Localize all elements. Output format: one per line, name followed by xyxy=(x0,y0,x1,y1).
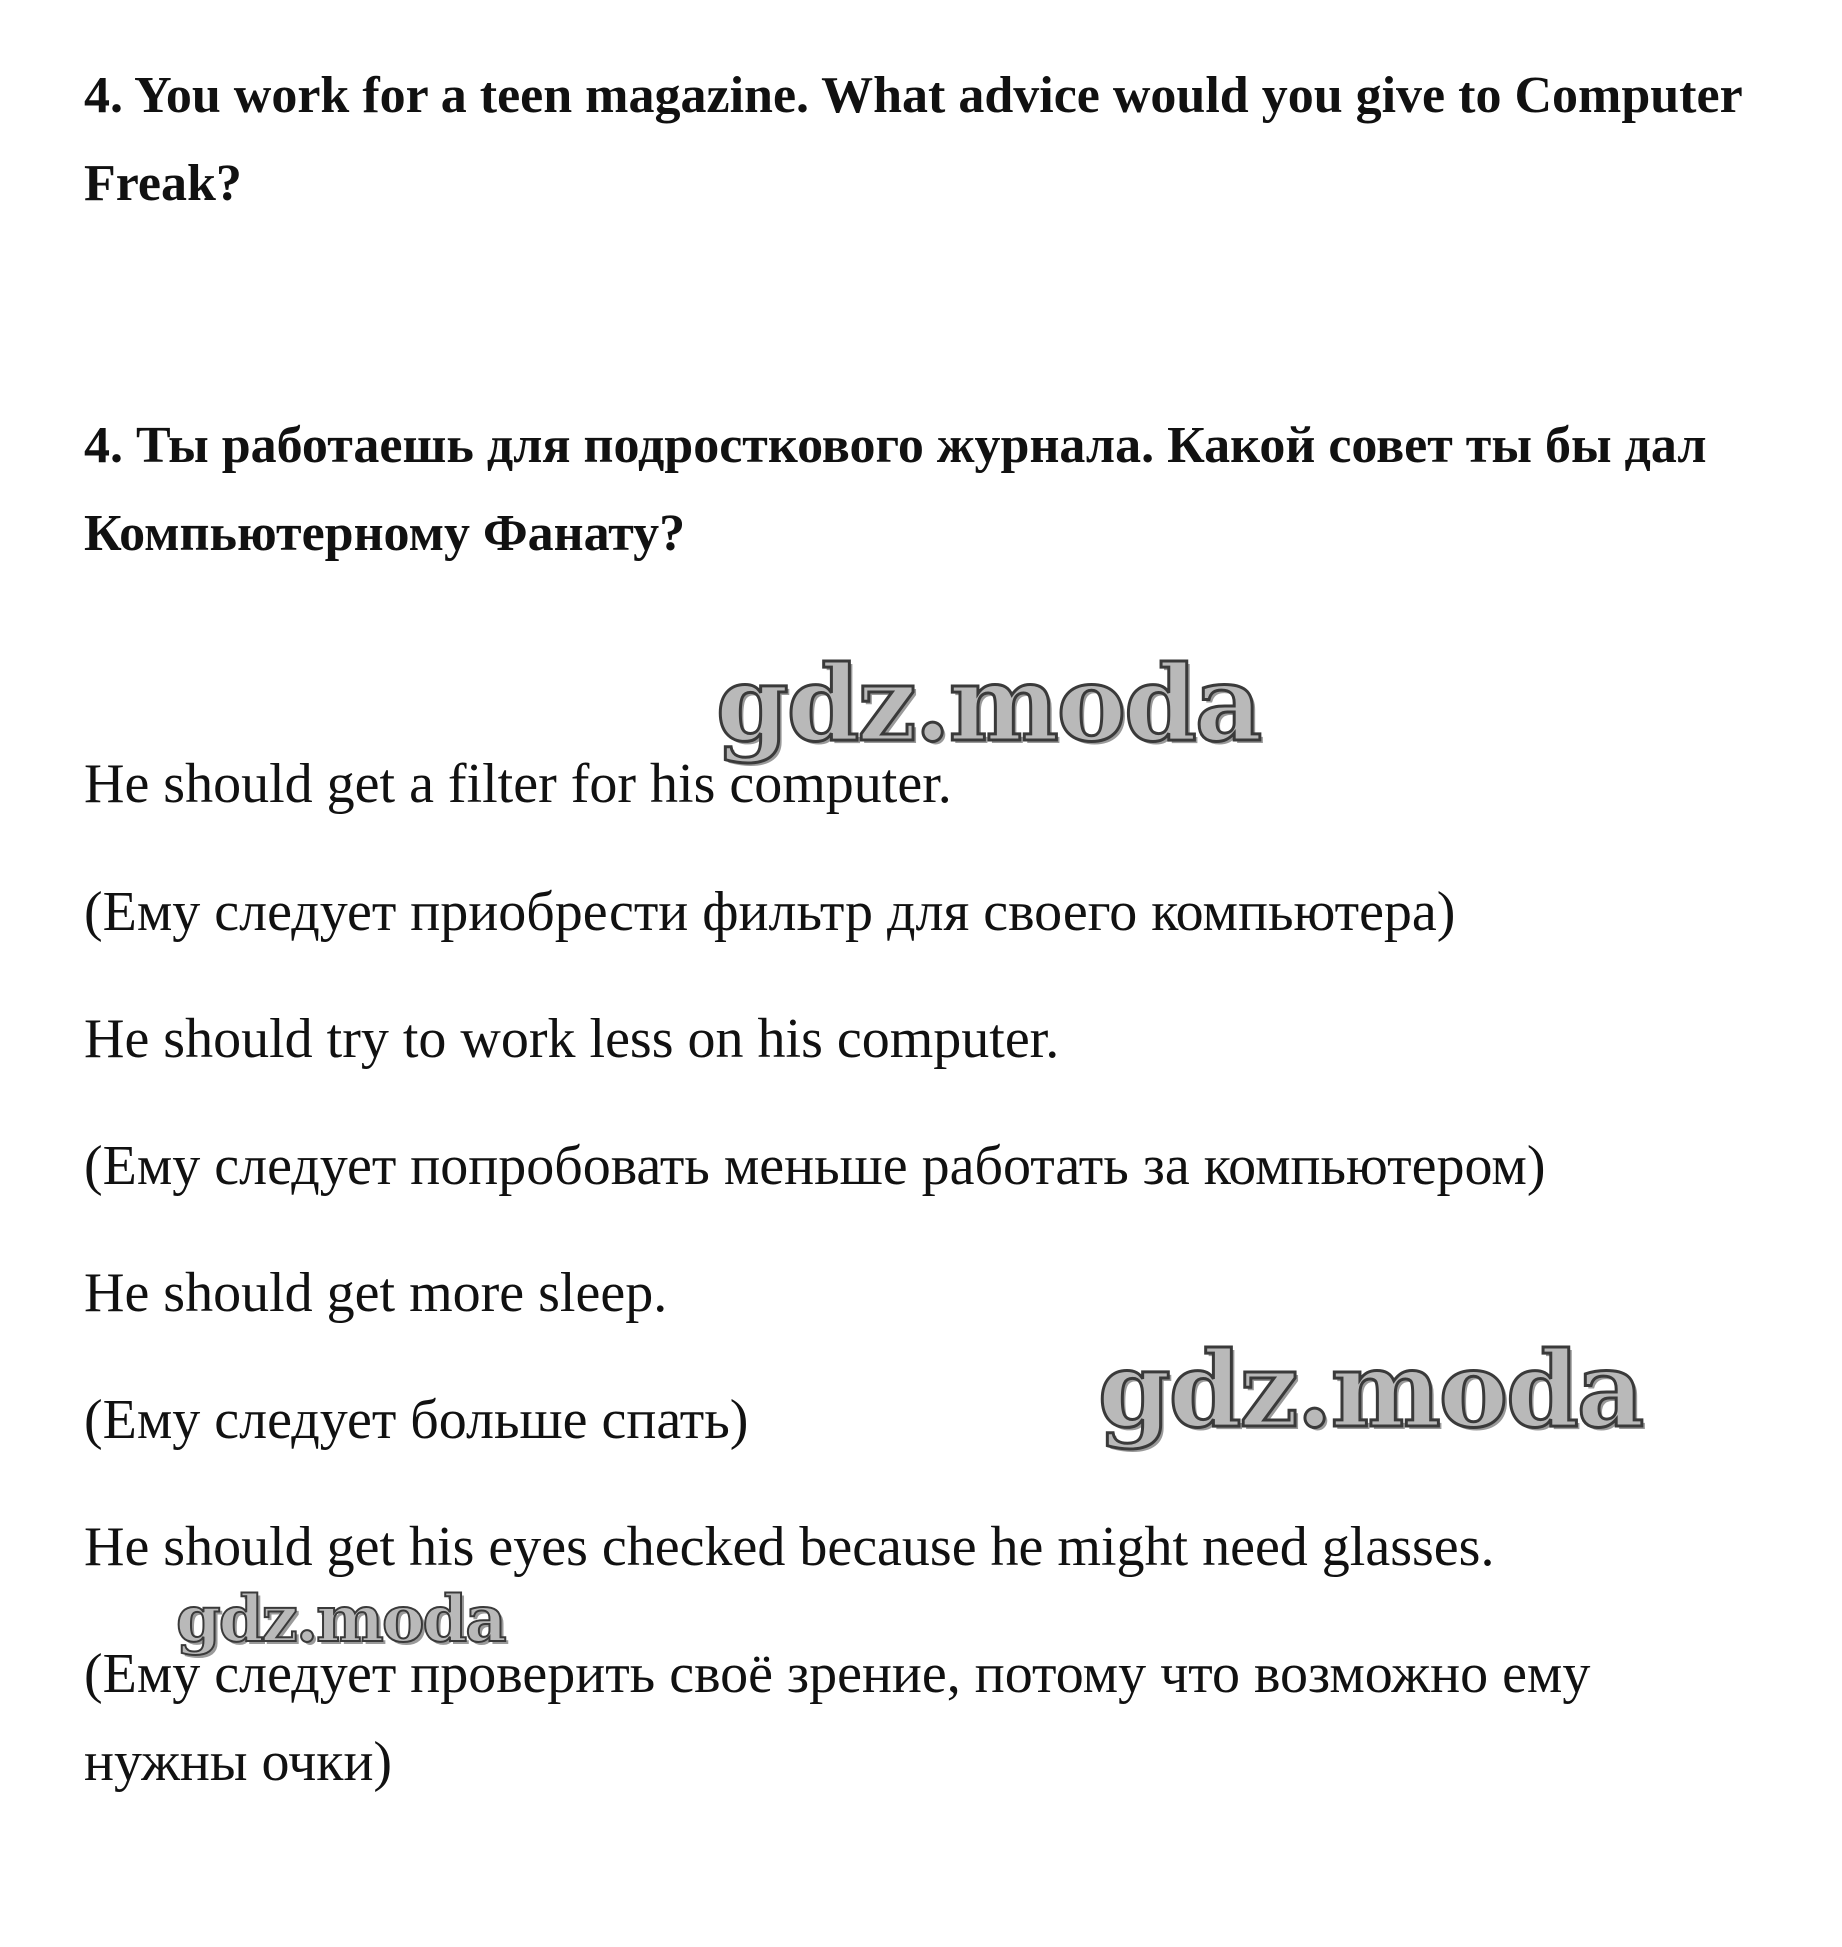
watermark-logo: gdz.moda xyxy=(176,1582,505,1657)
answer-2-english: He should try to work less on his computer. xyxy=(84,1008,1060,1070)
answer-1-english: He should get a filter for his computer. xyxy=(84,753,952,815)
watermark-logo: gdz.moda xyxy=(716,642,1261,765)
task-heading-english: 4. You work for a teen magazine. What advice would you give to Computer Freak? xyxy=(84,67,1742,212)
task-heading-russian: 4. Ты работаешь для подросткового журнала. Какой совет ты бы дал Компьютерному Фанату? xyxy=(84,417,1707,562)
answer-2-russian: (Ему следует попробовать меньше работать за компьютером) xyxy=(84,1135,1546,1197)
answer-3-english: He should get more sleep. xyxy=(84,1262,668,1324)
answer-4-english: He should get his eyes checked because he might need glasses. xyxy=(84,1516,1495,1578)
answer-3-russian: (Ему следует больше спать) xyxy=(84,1389,749,1451)
answer-4-russian: (Ему следует проверить своё зрение, потому что возможно ему нужны очки) xyxy=(84,1643,1591,1793)
watermark-logo: gdz.moda xyxy=(1098,1328,1643,1451)
answer-1-russian: (Ему следует приобрести фильтр для своего компьютера) xyxy=(84,881,1456,943)
